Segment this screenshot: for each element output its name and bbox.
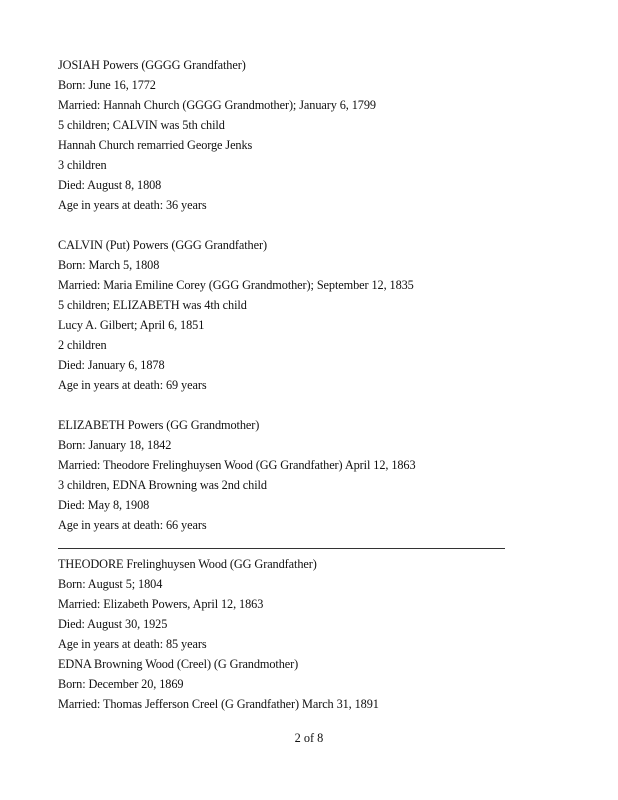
record-line: Born: December 20, 1869 — [58, 677, 184, 691]
record-line: Hannah Church remarried George Jenks — [58, 138, 253, 152]
record-line: Lucy A. Gilbert; April 6, 1851 — [58, 318, 205, 332]
section-spacer — [58, 215, 578, 235]
record-line: 5 children; CALVIN was 5th child — [58, 118, 225, 132]
record-line: Age in years at death: 69 years — [58, 378, 207, 392]
document-body — [58, 55, 578, 535]
record-heading: EDNA Browning Wood (Creel) (G Grandmother) — [58, 657, 299, 671]
section-spacer — [58, 395, 578, 415]
record-line: Age in years at death: 85 years — [58, 637, 207, 651]
record-line: Married: Thomas Jefferson Creel (G Grandfather) March 31, 1891 — [58, 697, 379, 711]
horizontal-divider — [58, 548, 505, 549]
record-line: Born: March 5, 1808 — [58, 258, 160, 272]
record-line: Born: June 16, 1772 — [58, 78, 156, 92]
record-line: Age in years at death: 66 years — [58, 518, 207, 532]
record-line: Married: Elizabeth Powers, April 12, 1863 — [58, 597, 264, 611]
record-line: Died: January 6, 1878 — [58, 358, 165, 372]
record-line: Age in years at death: 36 years — [58, 198, 207, 212]
record-line: Died: August 8, 1808 — [58, 178, 162, 192]
record-line: Born: August 5; 1804 — [58, 577, 163, 591]
record-line: 5 children; ELIZABETH was 4th child — [58, 298, 247, 312]
record-line: Married: Hannah Church (GGGG Grandmother); January 6, 1799 — [58, 98, 376, 112]
record-josiah-powers — [58, 55, 578, 215]
record-elizabeth-powers — [58, 415, 578, 535]
record-line: 3 children, EDNA Browning was 2nd child — [58, 478, 267, 492]
record-line: Married: Theodore Frelinghuysen Wood (GG Grandfather) April 12, 1863 — [58, 458, 416, 472]
record-heading: CALVIN (Put) Powers (GGG Grandfather) — [58, 238, 267, 252]
record-line: 3 children — [58, 158, 107, 172]
record-heading: THEODORE Frelinghuysen Wood (GG Grandfather) — [58, 557, 317, 571]
record-heading: JOSIAH Powers (GGGG Grandfather) — [58, 58, 246, 72]
page-number: 2 of 8 — [294, 731, 324, 745]
record-calvin-powers — [58, 235, 578, 395]
record-line: 2 children — [58, 338, 107, 352]
record-line: Died: May 8, 1908 — [58, 498, 150, 512]
record-theodore-wood — [58, 554, 578, 714]
record-heading: ELIZABETH Powers (GG Grandmother) — [58, 418, 260, 432]
record-line: Married: Maria Emiline Corey (GGG Grandmother); September 12, 1835 — [58, 278, 414, 292]
record-line: Died: August 30, 1925 — [58, 617, 168, 631]
record-line: Born: January 18, 1842 — [58, 438, 172, 452]
